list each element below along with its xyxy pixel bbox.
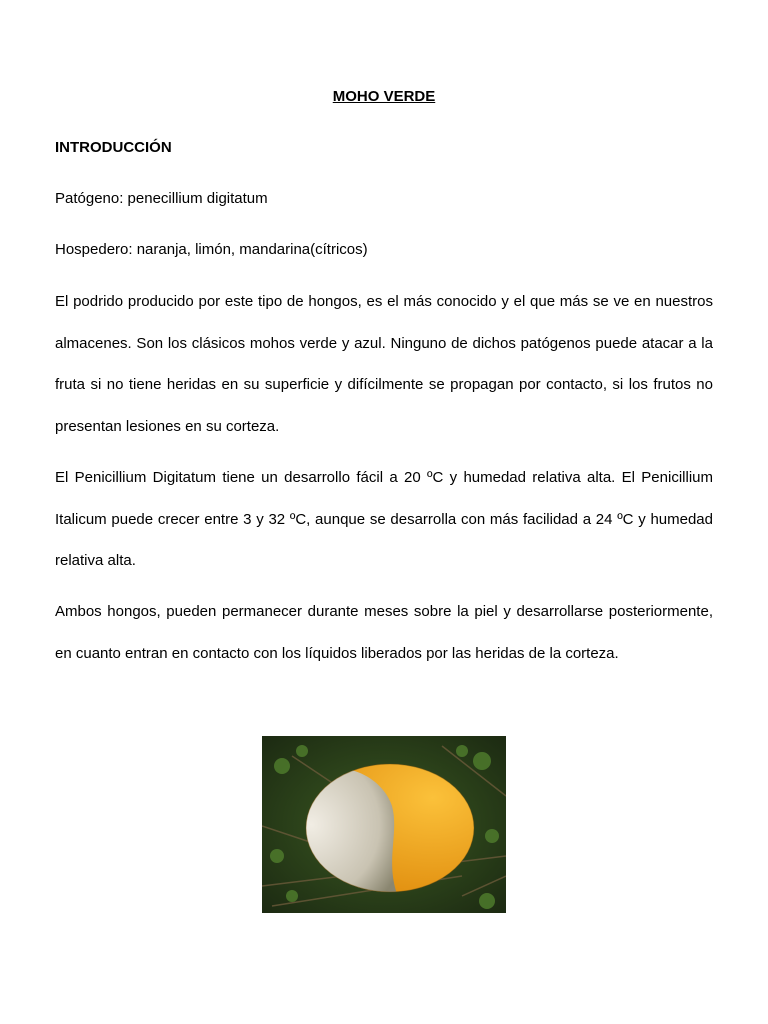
paragraph-3: Ambos hongos, pueden permanecer durante meses sobre la piel y desarrollarse posteriormente, en cuanto entran en contacto con los líquidos liberados por las heridas de la corteza.	[55, 603, 713, 662]
host-line: Hospedero: naranja, limón, mandarina(cítricos)	[55, 241, 368, 258]
document-title: MOHO VERDE	[332, 88, 436, 105]
pathogen-line: Patógeno: penecillium digitatum	[55, 190, 268, 207]
paragraph-1: El podrido producido por este tipo de hongos, es el más conocido y el que más se ve en nuestros almacenes. Son los clásicos mohos verde y azul. Ninguno de dichos patógenos puede atacar a la fruta si no tiene heridas en su superficie y difícilmente se propagan por contacto, si los frutos no presentan lesiones en su corteza.	[55, 293, 713, 435]
paragraph-2: El Penicillium Digitatum tiene un desarrollo fácil a 20 ºC y humedad relativa alta. El Penicillium Italicum puede crecer entre 3 y 32 ºC, aunque se desarrolla con más facilidad a 24 ºC y humedad relativa alta.	[55, 469, 713, 569]
moldy-orange-illustration	[262, 736, 506, 913]
section-heading: INTRODUCCIÓN	[55, 139, 172, 156]
moldy-orange-photo	[262, 736, 506, 913]
